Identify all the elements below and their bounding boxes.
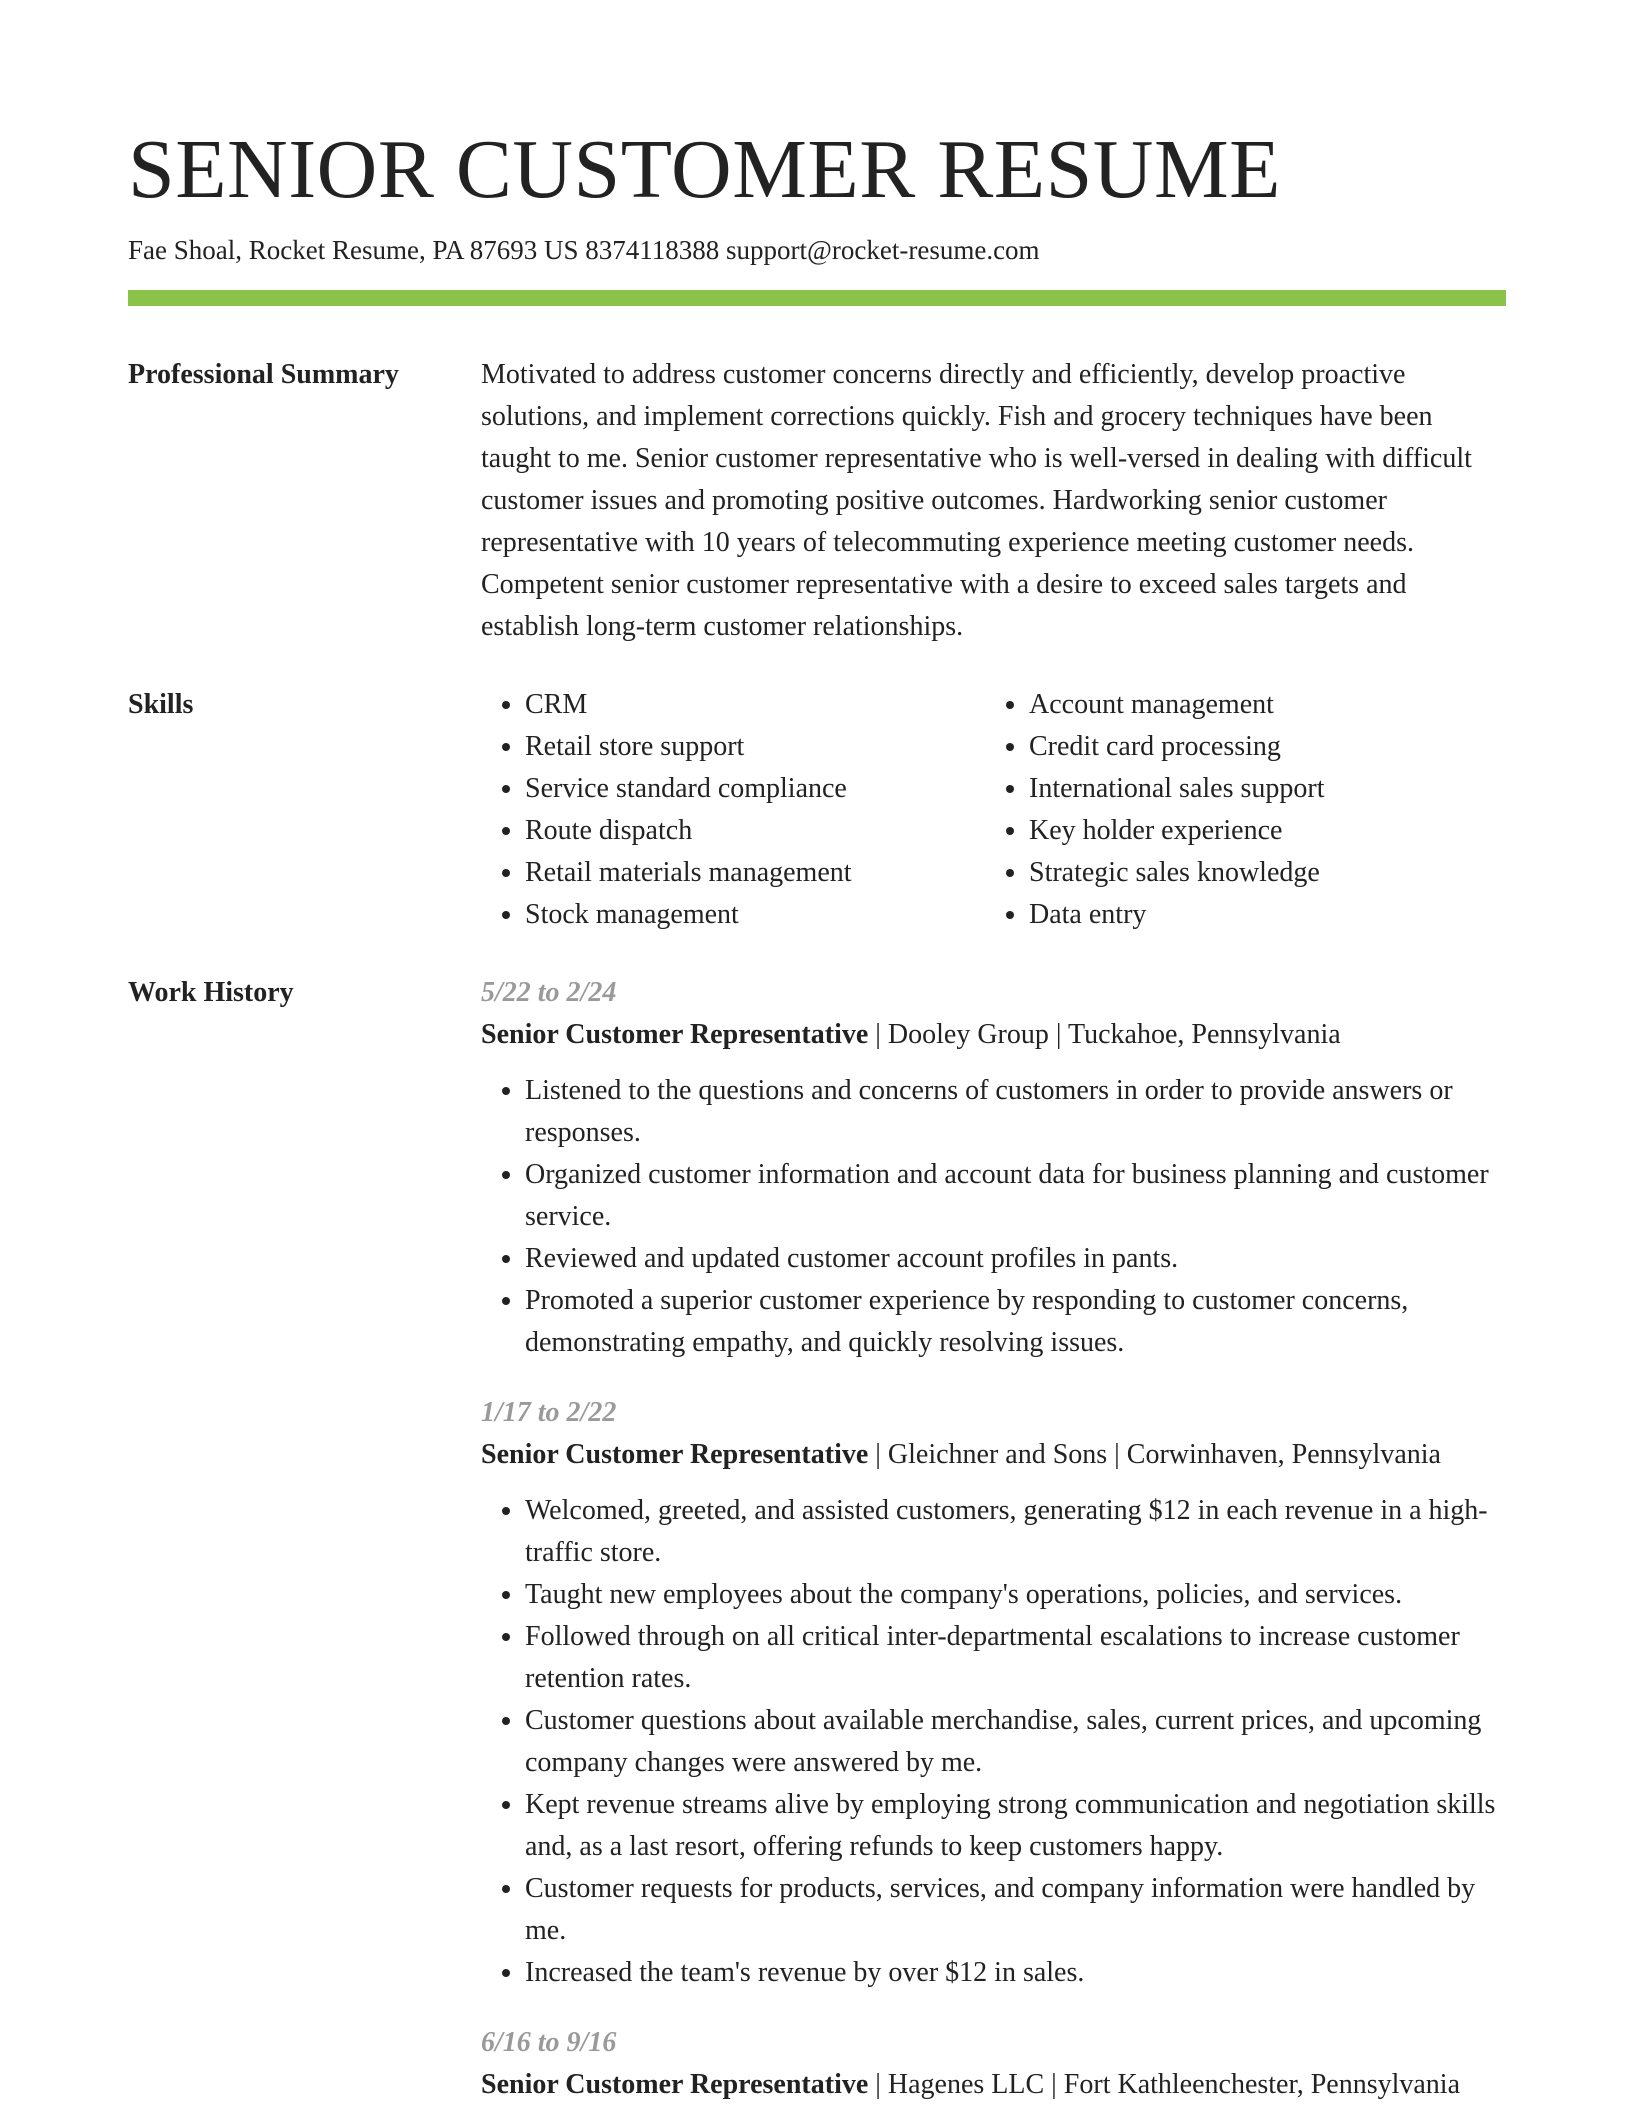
skills-section bbox=[128, 684, 1506, 936]
job-details: | Hagenes LLC | Fort Kathleenchester, Pennsylvania bbox=[868, 2069, 1461, 2100]
job-bullet: • Welcomed, greeted, and assisted customers, generating $12 in each revenue in a high-traffic store. bbox=[525, 1490, 1506, 1574]
skills-column-1 bbox=[481, 684, 985, 936]
skill-item: • Retail store support bbox=[525, 726, 985, 768]
job-bullet: • Kept revenue streams alive by employing strong communication and negotiation skills and, as a last resort, offering refunds to keep customers happy. bbox=[525, 1784, 1506, 1868]
summary-heading: Professional Summary bbox=[128, 359, 399, 390]
summary-text: Motivated to address customer concerns directly and efficiently, develop proactive solutions, and implement corrections quickly. Fish and grocery techniques have been taught to me. Senior customer representative who is well-versed in dealing with difficult customer issues and promoting positive outcomes. Hardworking senior customer representative with 10 years of telecommuting experience meeting customer needs. Competent senior customer representative with a desire to exceed sales targets and establish long-term customer relationships. bbox=[481, 359, 1472, 642]
job-bullet: • Promoted a superior customer experience by responding to customer concerns, demonstrating empathy, and quickly resolving issues. bbox=[525, 1280, 1506, 1364]
skill-item: • Credit card processing bbox=[1029, 726, 1489, 768]
job-dates: 1/17 to 2/22 bbox=[481, 1397, 617, 1428]
job-bullet: • Customer requests for products, services, and company information were handled by me. bbox=[525, 1868, 1506, 1952]
contact-phone: 8374118388 bbox=[585, 235, 720, 265]
job-title: Senior Customer Representative bbox=[481, 1019, 869, 1050]
job-details: | Dooley Group | Tuckahoe, Pennsylvania bbox=[868, 1019, 1341, 1050]
contact-name: Fae Shoal, bbox=[128, 235, 242, 265]
summary-section bbox=[128, 354, 1506, 648]
contact-email: support@rocket-resume.com bbox=[726, 235, 1040, 265]
job-entry bbox=[481, 1392, 1506, 1994]
job-bullet: • Reviewed and updated customer account profiles in pants. bbox=[525, 1238, 1506, 1280]
skill-item: • Service standard compliance bbox=[525, 768, 985, 810]
job-heading bbox=[481, 1434, 1506, 1476]
skill-item: • Strategic sales knowledge bbox=[1029, 852, 1489, 894]
skill-item: • Key holder experience bbox=[1029, 810, 1489, 852]
accent-divider bbox=[128, 290, 1506, 306]
skill-item: • Retail materials management bbox=[525, 852, 985, 894]
job-bullet: • Customer questions about available merchandise, sales, current prices, and upcoming company changes were answered by me. bbox=[525, 1700, 1506, 1784]
skill-item: • CRM bbox=[525, 684, 985, 726]
job-entry bbox=[481, 2022, 1506, 2106]
job-title: Senior Customer Representative bbox=[481, 1439, 869, 1470]
skills-column-2 bbox=[985, 684, 1489, 936]
job-bullets bbox=[481, 1070, 1506, 1364]
skill-item: • International sales support bbox=[1029, 768, 1489, 810]
resume-title: SENIOR CUSTOMER RESUME bbox=[128, 123, 1281, 216]
skill-item: • Account management bbox=[1029, 684, 1489, 726]
contact-line bbox=[128, 232, 1506, 268]
job-bullets bbox=[481, 1490, 1506, 1994]
job-dates: 5/22 to 2/24 bbox=[481, 977, 617, 1008]
work-history-section bbox=[128, 972, 1506, 2106]
job-title: Senior Customer Representative bbox=[481, 2069, 869, 2100]
work-history-heading: Work History bbox=[128, 977, 294, 1008]
skill-item: • Route dispatch bbox=[525, 810, 985, 852]
job-entry bbox=[481, 972, 1506, 1364]
job-bullet: • Taught new employees about the company's operations, policies, and services. bbox=[525, 1574, 1506, 1616]
job-details: | Gleichner and Sons | Corwinhaven, Pennsylvania bbox=[868, 1439, 1441, 1470]
skill-item: • Stock management bbox=[525, 894, 985, 936]
job-bullet: • Listened to the questions and concerns of customers in order to provide answers or responses. bbox=[525, 1070, 1506, 1154]
job-heading bbox=[481, 2064, 1506, 2106]
job-heading bbox=[481, 1014, 1506, 1056]
job-dates: 6/16 to 9/16 bbox=[481, 2027, 617, 2058]
job-bullet: • Organized customer information and account data for business planning and customer service. bbox=[525, 1154, 1506, 1238]
skill-item: • Data entry bbox=[1029, 894, 1489, 936]
contact-address: Rocket Resume, PA 87693 US bbox=[248, 235, 579, 265]
resume-page bbox=[128, 118, 1506, 2106]
job-bullet: • Increased the team's revenue by over $12 in sales. bbox=[525, 1952, 1506, 1994]
skills-list bbox=[481, 684, 1506, 936]
skills-heading: Skills bbox=[128, 689, 194, 720]
job-bullet: • Followed through on all critical inter-departmental escalations to increase customer retention rates. bbox=[525, 1616, 1506, 1700]
